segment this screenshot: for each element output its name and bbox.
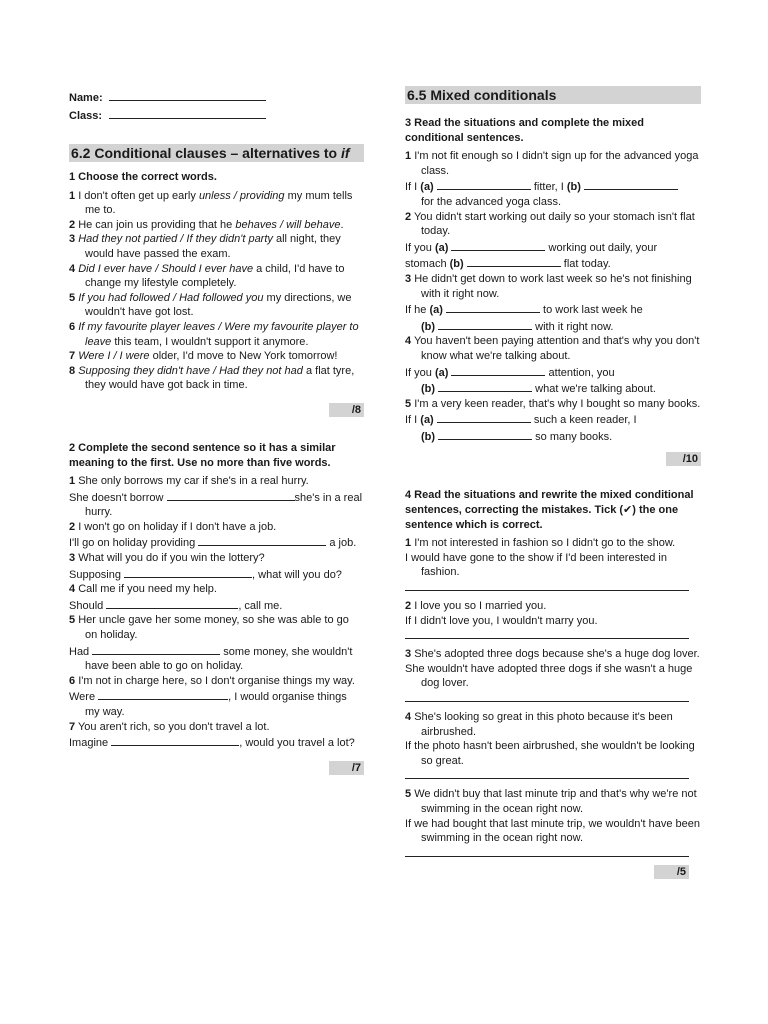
word-choice[interactable]: Had they not partied / If they didn't party [78, 233, 273, 246]
rewrite-line[interactable] [405, 693, 689, 702]
answer-gap[interactable] [106, 597, 238, 609]
name-field[interactable] [109, 88, 266, 101]
answer-gap-b[interactable] [438, 380, 532, 392]
score-row [69, 403, 364, 417]
exercise-3-item: 5 I'm a very keen reader, that's why I bought so many books. If I (a) such a keen reader, I (b) so many books. [405, 397, 701, 443]
exercise-4-item: 5 We didn't buy that last minute trip and that's why we're not swimming in the ocean right now. If we had bought that last minute trip, we wouldn't have been swimming in the ocean right now. [405, 787, 701, 856]
answer-gap[interactable] [92, 643, 220, 655]
name-row [69, 88, 364, 106]
answer-gap[interactable] [98, 688, 228, 700]
exercise-3-item: 2 You didn't start working out daily so your stomach isn't flat today. If you (a) working out daily, your stomach (b) flat today. [405, 210, 695, 271]
answer-gap-a[interactable] [451, 364, 545, 376]
class-label: Class: [69, 110, 103, 122]
word-choice[interactable]: If my favourite player leaves / Were my favourite player to leave [78, 320, 359, 348]
exercise-4-instruction: 4 Read the situations and rewrite the mixed conditional sentences, correcting the mistakes. Tick (✔) the one sentence which is correct. [405, 489, 694, 531]
exercise-1-instruction: 1 Choose the correct words. [69, 171, 217, 183]
exercise-3-instruction: 3 Read the situations and complete the mixed conditional sentences. [405, 117, 644, 144]
exercise-2-instruction: 2 Complete the second sentence so it has a similar meaning to the first. Use no more than five words. [69, 441, 336, 469]
rewrite-line[interactable] [405, 582, 689, 591]
name-label: Name: [69, 92, 103, 104]
exercise-3-score: /10 [666, 452, 701, 466]
section-6-5-title: 6.5 Mixed conditionals [405, 86, 701, 104]
left-column [69, 0, 364, 775]
exercise-4-score: /5 [654, 865, 689, 879]
exercise-4-item: 3 She's adopted three dogs because she's a huge dog lover. She wouldn't have adopted three dogs if she wasn't a huge dog lover. [405, 647, 701, 702]
exercise-1-item: 6 If my favourite player leaves / Were my favourite player to leave this team, I wouldn't support it anymore. [69, 320, 359, 348]
answer-gap-a[interactable] [437, 411, 531, 423]
exercise-4-item: 2 I love you so I married you. If I didn't love you, I wouldn't marry you. [405, 599, 701, 639]
exercise-1-item: 1 I don't often get up early unless / providing my mum tells me to. [69, 189, 353, 217]
rewrite-line[interactable] [405, 630, 689, 639]
word-choice[interactable]: Did I ever have / Should I ever have [78, 262, 254, 275]
exercise-2-item: 3 What will you do if you win the lottery? Supposing , what will you do? [69, 552, 342, 581]
exercise-4-item: 1 I'm not interested in fashion so I didn't go to the show. I would have gone to the show if I'd been interested in fashion. [405, 536, 701, 591]
exercise-4-items [405, 536, 701, 857]
exercise-1-items [69, 189, 364, 393]
exercise-3-item: 4 You haven't been paying attention and that's why you don't know what we're talking about. If you (a) attention, you (b) what we're talking about. [405, 335, 700, 396]
rewrite-line[interactable] [405, 770, 689, 779]
answer-gap-a[interactable] [451, 239, 545, 251]
answer-gap-b[interactable] [438, 318, 532, 330]
exercise-2-item: 2 I won't go on holiday if I don't have a job. I'll go on holiday providing a job. [69, 520, 357, 550]
answer-gap-b[interactable] [467, 255, 561, 267]
exercise-2-item: 4 Call me if you need my help. Should , call me. [69, 583, 283, 612]
word-choice[interactable]: Supposing they didn't have / Had they not had [78, 364, 303, 377]
word-choice[interactable]: If you had followed / Had followed you [78, 291, 264, 304]
exercise-2-score: /7 [329, 761, 364, 775]
exercise-3-item: 1 I'm not fit enough so I didn't sign up for the advanced yoga class. If I (a) fitter, I (b) for the advanced yoga class. [405, 150, 699, 208]
answer-gap-b[interactable] [584, 178, 678, 190]
exercise-3-item: 3 He didn't get down to work last week so he's not finishing with it right now. If he (a) to work last week he (b) with it right now. [405, 272, 692, 333]
class-row [69, 106, 364, 124]
answer-gap[interactable] [124, 566, 252, 578]
score-row [69, 761, 364, 775]
word-choice[interactable]: behaves / will behave [235, 218, 341, 231]
answer-gap-b[interactable] [438, 428, 532, 440]
exercise-2-item: 5 Her uncle gave her some money, so she was able to go on holiday. Had some money, she wouldn't have been able to go on holiday. [69, 614, 353, 673]
answer-gap-a[interactable] [446, 301, 540, 313]
exercise-1-item: 3 Had they not partied / If they didn't party all night, they would have passed the exam. [69, 233, 341, 260]
section-6-2-title: 6.2 Conditional clauses – alternatives to if [69, 144, 364, 162]
score-row [405, 452, 701, 466]
exercise-2-item: 1 She only borrows my car if she's in a real hurry. She doesn't borrow she's in a real hurry. [69, 475, 363, 519]
answer-gap[interactable] [198, 534, 326, 546]
exercise-1-score: /8 [329, 403, 364, 417]
exercise-1-item: 7 Were I / I were older, I'd move to New York tomorrow! [69, 350, 338, 363]
right-column [405, 86, 701, 879]
rewrite-line[interactable] [405, 848, 689, 857]
exercise-2-item: 6 I'm not in charge here, so I don't organise things my way. Were , I would organise things my way. [69, 674, 355, 718]
word-choice[interactable]: unless / providing [198, 189, 285, 202]
exercise-1-item: 4 Did I ever have / Should I ever have a child, I'd have to change my lifestyle completely. [69, 262, 345, 290]
exercise-1-item: 2 He can join us providing that he behaves / will behave. [69, 218, 344, 231]
score-row [405, 865, 689, 879]
answer-gap[interactable] [111, 734, 239, 746]
exercise-2-item: 7 You aren't rich, so you don't travel a lot. Imagine , would you travel a lot? [69, 720, 355, 750]
exercise-2-items [69, 474, 364, 751]
class-field[interactable] [109, 106, 266, 119]
exercise-1-item: 5 If you had followed / Had followed you my directions, we wouldn't have got lost. [69, 291, 352, 319]
word-choice[interactable]: Were I / I were [78, 350, 150, 363]
student-fields [69, 88, 364, 124]
answer-gap[interactable] [167, 489, 295, 501]
exercise-3-items [405, 149, 701, 444]
answer-gap-a[interactable] [437, 178, 531, 190]
exercise-4-item: 4 She's looking so great in this photo because it's been airbrushed. If the photo hasn't been airbrushed, she wouldn't be looking so great. [405, 710, 701, 779]
exercise-1-item: 8 Supposing they didn't have / Had they not had a flat tyre, they would have got back in time. [69, 364, 355, 392]
